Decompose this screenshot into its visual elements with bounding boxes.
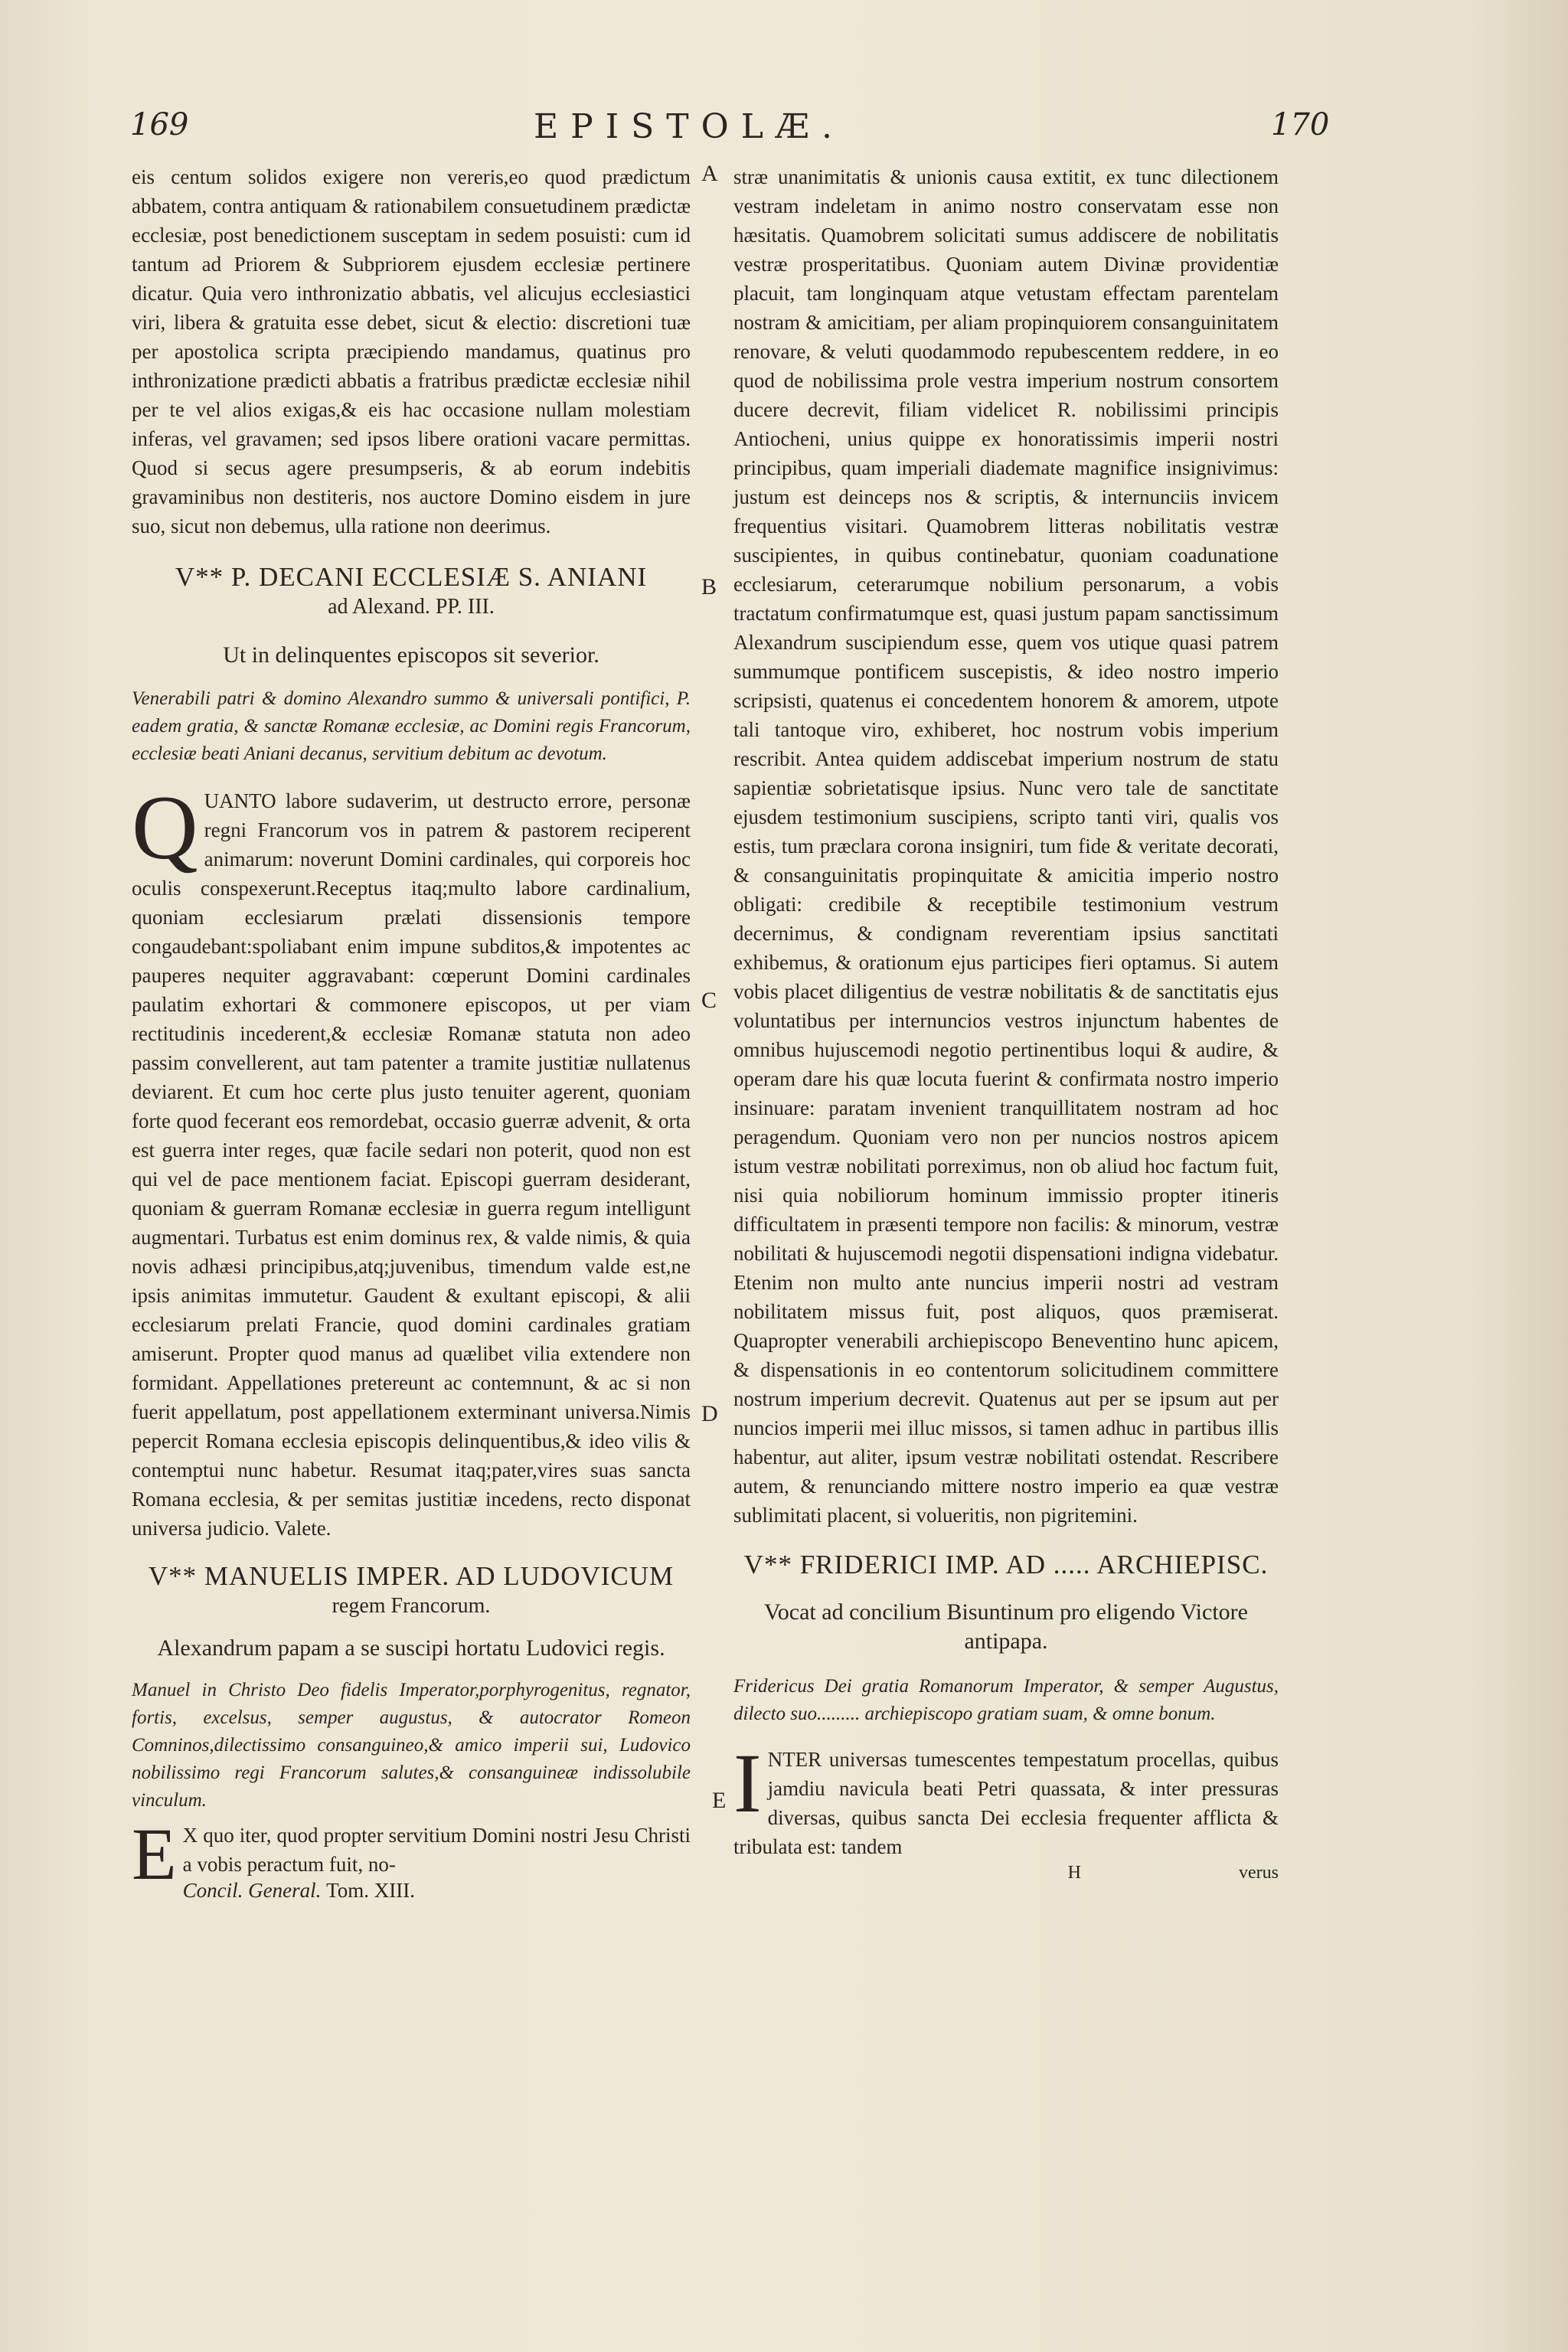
- continued-text: eis centum solidos exigere non vereris,eo quod prædictum abbatem, contra antiquam & rationabilem consuetudinem prædictæ ecclesiæ, post benedictionem susceptam in sedem posuisti: cum id tantum ad Priorem & Subpriorem ejusdem ecclesiæ pertinere dicatur. Quia vero inthronizatio abbatis, vel alicujus ecclesiastici viri, libera & gratuita esse debet, sicut & electio: discretioni tuæ per apostolica scripta præcipiendo mandamus, quatinus pro inthronizatione prædicti abbatis a fratribus prædictæ ecclesiæ nihil per te vel alios exigas,& eis hac occasione nullam molestiam inferas, vel gravamen; sed ipsos libere orationi vacare permittas. Quod si secus agere presumpseris, & ab eorum indebitis gravaminibus non destiteris, nos auctore Domino eisdem in jure suo, sicut non debemus, ulla ratione non deerimus.: [132, 165, 691, 537]
- letter-summary: Alexandrum papam a se suscipi hortatu Ludovici regis.: [157, 1635, 665, 1661]
- page-footer: [132, 1879, 691, 1903]
- footer-label: Concil. General.: [182, 1879, 322, 1902]
- letter-body: QUANTO labore sudaverim, ut destructo errore, personæ regni Francorum vos in patrem & pastorem reciperent animarum: noverunt Domini cardinales, qui corporeis hoc oculis conspexerunt.Receptus itaq;multo labore cardinalium, quoniam ecclesiarum prælati dissensionis tempore congaudebant:spoliabant enim impune subditos,& impotentes ac pauperes nequiter aggravabant: cœperunt Domini cardinales paulatim exhortari & commonere episcopos, ut per viam rectitudinis incederent,& ecclesiæ Romanæ statuta non adeo passim convellerent, aut tam patenter a tramite justitiæ nullatenus deviarent. Et cum hoc certe plus justo tenuiter agerent, quoniam forte quod fecerant eos remordebat, occasio guerræ advenit, & orta est guerra inter reges, quæ facile sedari non poterit, quod non est qui vel de pace mentionem faciat. Episcopi guerram desiderant, quoniam & guerram Romanæ ecclesiæ in guerra regum intelligunt augmentari. Turbatus est enim dominus rex, & valde nimis, & quia novis adhæsi principibus,atq;juvenibus, timendum valde est,ne ipsis animitas immutetur. Gaudent & exultant episcopi, & alii ecclesiarum prelati Francie, quod domini cardinales gratiam amiserunt. Propter quod manus ad quælibet vilia extendere non formidant. Appellationes pretereunt ac contemnunt, & ac si non fuerit appellatum, post appellationem exterminant universa.Nimis pepercit Romana ecclesia episcopis delinquentibus,& ideo vilis & contemptui nunc habetur. Resumat itaq;pater,vires suas sancta Romana ecclesia, & per semitas justitiæ incedens, recto disponat universa judicio. Valete.: [132, 776, 691, 1540]
- letter-heading: V** P. DECANI ECCLESIÆ S. ANIANI: [175, 562, 648, 592]
- letter-salutation: Venerabili patri & domino Alexandro summo & universali pontifici, P. eadem gratia, & sanctæ Romanæ ecclesiæ, ac Domini regis Francorum, ecclesiæ beati Aniani decanus, servitium debitum ac devotum.: [132, 688, 691, 764]
- page-header: [130, 107, 1330, 153]
- letter-salutation: Fridericus Dei gratia Romanorum Imperator, & semper Augustus, dilecto suo......... archiepiscopo gratiam suam, & omne bonum.: [733, 1676, 1279, 1724]
- signature-and-catchword: [733, 1863, 1279, 1883]
- left-column: [132, 162, 691, 1903]
- continued-text: stræ unanimitatis & unionis causa extitit, ex tunc dilectionem vestram indeletam in animo nostro conservatam esse non hæsitatis. Quamobrem solicitati sumus addiscere de nobilitatis vestræ prosperitatibus. Quoniam autem Divinæ providentiæ placuit, tam longinquam atque vetustam effectam parentelam nostram & amicitiam, per aliam propinquiorem consanguinitatem renovare, & veluti quodammodo repubescentem reddere, in eo quod de nobilissima prole vestra imperium nostrum consortem ducere decrevit, filiam videlicet R. nobilissimi principis Antiocheni, unius quippe ex honoratissimis imperii nostri principibus, quam imperiali diademate magnifice insignivimus: justum est deinceps nos & scriptis, & internunciis invicem frequentius visitari. Quamobrem litteras nobilitatis vestræ suscipientes, in quibus continebatur, quoniam coadunatione ecclesiarum, ceterarumque nobilium personarum, a vobis tractatum confirmatumque est, quasi justum papam sanctissimum Alexandrum suscipiendum esse, quem vos utique quasi patrem summumque pontificem suscepistis, & ideo nostro imperio scripsisti, quatenus ei concedentem honorem & amorem, utpote tali tantoque viro, exhiberet, hoc nostrum vobis imperium rescribit. Antea quidem addiscebat imperium nostrum de statu sapientiæ sobrietatisque ipsius. Nunc vero tale de sanctitate ejusdem testimonium suscipiens, scripto tanti viri, qualis vos estis, tum præclara corona insigniri, tum fide & veritate decorati, & consanguinitatis propinquitate & amicitia imperio nostro obligati: credibile & receptibile testimonium vestrum decernimus, & condignam reverentiam ipsius sanctitati exhibemus, & orationum ejus participes fieri optamus. Si autem vobis placet diligentius de vestræ nobilitatis & de sanctitatis ejus voluntatibus per internuncios vestros injunctum habentes de omnibus hujuscemodi negotio pertinentibus loqui & audire, & operam dare his quæ locuta fuerint & confirmata nostro imperio insinuare: paratam invenient tranquillitatem nostram ad hoc peragendum. Quoniam vero non per nuncios nostros apicem istum vestræ nobilitati porreximus, non ob aliud hoc factum fuit, nisi quia nobiliorum hominum immissio propter itineris difficultatem in præsenti tempore non facilis: & minorum, vestræ nobilitati & hujuscemodi negotii dispensationi indigna videbatur. Etenim non multo ante nuncius imperii nostri ad vestram nobilitatem missus fuit, post aliquos, quos præmiserat. Quapropter venerabili archiepiscopo Beneventino hunc apicem, & dispensationis in eo contentorum solicitudinem committere nostrum imperium decrevit. Quatenus aut per se ipsum aut per nuncios imperii mei illuc missos, si tamen adhuc in partibus illis habentur, aut aliter, ipsum vestræ nobilitati ostendat. Rescribere autem, & renunciando mittere nostro imperio ea quæ vestræ sublimitati placent, si volueritis, non pigritemini.: [733, 165, 1279, 1527]
- margin-letter-a: A: [701, 161, 718, 186]
- running-title: EPISTOLÆ.: [534, 107, 844, 146]
- letter-heading: V** FRIDERICI IMP. AD ..... ARCHIEPISC.: [743, 1550, 1269, 1579]
- left-page-number: 169: [130, 107, 189, 142]
- catchword: verus: [1239, 1863, 1279, 1883]
- letter-body: INTER universas tumescentes tempestatum procellas, quibus jamdiu navicula beati Petri quassata, & inter pressuras diversas, quibus sancta Dei ecclesia frequenter afflicta & tribulata est: tandem: [733, 1736, 1279, 1858]
- margin-letter-e: E: [712, 1788, 727, 1813]
- footer-tome: Tom. XIII.: [326, 1879, 415, 1902]
- letter-subheading: regem Francorum.: [332, 1594, 491, 1618]
- drop-cap: E: [132, 1813, 177, 1895]
- margin-letter-c: C: [701, 988, 717, 1013]
- signature-mark: H: [1067, 1863, 1082, 1883]
- margin-letter-b: B: [701, 574, 717, 599]
- letter-heading: V** MANUELIS IMPER. AD LUDOVICUM: [148, 1561, 675, 1591]
- letter-summary: Vocat ad concilium Bisuntinum pro eligendo Victore antipapa.: [764, 1599, 1248, 1654]
- drop-cap: I: [733, 1736, 762, 1830]
- drop-cap: Q: [132, 776, 198, 878]
- letter-body: E X quo iter, quod propter servitium Domini nostri Jesu Christi a vobis peractum fuit, no-: [132, 1813, 691, 1895]
- right-column: [733, 162, 1279, 1883]
- letter-subheading: ad Alexand. PP. III.: [328, 595, 495, 619]
- margin-letter-d: D: [701, 1401, 718, 1426]
- letter-summary: Ut in delinquentes episcopos sit severior.: [223, 642, 599, 668]
- letter-salutation: Manuel in Christo Deo fidelis Imperator,porphyrogenitus, regnator, fortis, excelsus, semper augustus, & autocrator Romeon Comninos,dilectissimo consanguineo,& amico imperii sui, Ludovico nobilissimo regi Francorum salutes,& consanguineæ indissolubile vinculum.: [132, 1680, 691, 1811]
- right-page-number: 170: [1271, 107, 1330, 142]
